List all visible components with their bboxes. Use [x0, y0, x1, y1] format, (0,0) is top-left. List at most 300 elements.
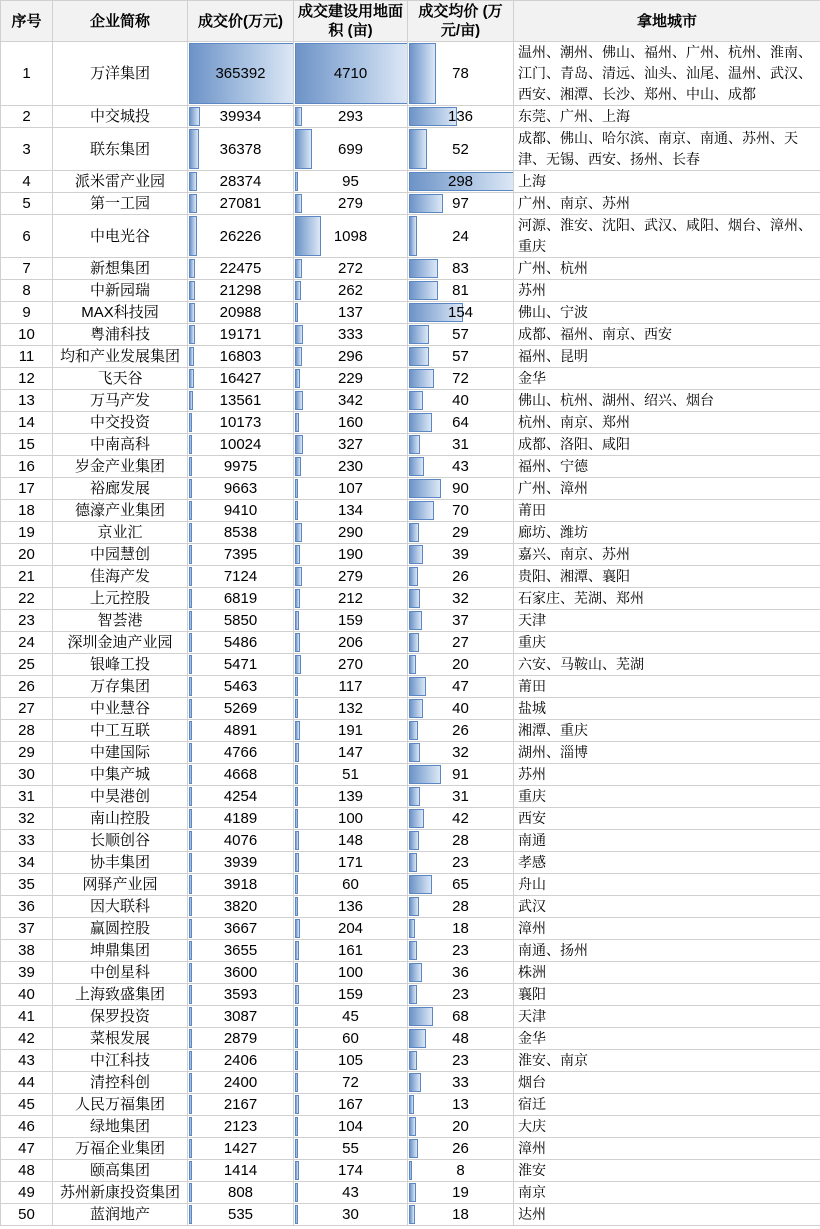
cities-cell[interactable] [514, 456, 820, 478]
avg-price-cell[interactable] [408, 1204, 514, 1226]
company-cell[interactable] [53, 896, 188, 918]
company-cell[interactable] [53, 258, 188, 280]
price-cell[interactable] [188, 171, 294, 193]
area-cell[interactable] [294, 368, 408, 390]
area-cell[interactable] [294, 171, 408, 193]
area-cell[interactable] [294, 918, 408, 940]
area-cell[interactable] [294, 1050, 408, 1072]
cities-cell[interactable] [514, 544, 820, 566]
company-cell[interactable] [53, 1072, 188, 1094]
price-cell[interactable] [188, 478, 294, 500]
avg-price-cell[interactable] [408, 962, 514, 984]
price-cell[interactable] [188, 984, 294, 1006]
rank-cell[interactable] [1, 852, 53, 874]
avg-price-cell[interactable] [408, 676, 514, 698]
avg-price-cell[interactable] [408, 1138, 514, 1160]
price-cell[interactable] [188, 654, 294, 676]
area-cell[interactable] [294, 1204, 408, 1226]
avg-price-cell[interactable] [408, 852, 514, 874]
price-cell[interactable] [188, 610, 294, 632]
price-cell[interactable] [188, 368, 294, 390]
cities-cell[interactable] [514, 830, 820, 852]
price-cell[interactable] [188, 1006, 294, 1028]
area-cell[interactable] [294, 874, 408, 896]
rank-cell[interactable] [1, 500, 53, 522]
company-cell[interactable] [53, 346, 188, 368]
cities-cell[interactable] [514, 1094, 820, 1116]
cities-cell[interactable] [514, 478, 820, 500]
area-cell[interactable] [294, 632, 408, 654]
company-cell[interactable] [53, 764, 188, 786]
rank-cell[interactable] [1, 918, 53, 940]
cities-cell[interactable] [514, 654, 820, 676]
price-cell[interactable] [188, 764, 294, 786]
avg-price-cell[interactable] [408, 698, 514, 720]
rank-cell[interactable] [1, 742, 53, 764]
cities-cell[interactable] [514, 1072, 820, 1094]
avg-price-cell[interactable] [408, 500, 514, 522]
area-cell[interactable] [294, 302, 408, 324]
rank-cell[interactable] [1, 874, 53, 896]
cities-cell[interactable] [514, 1204, 820, 1226]
price-cell[interactable] [188, 1050, 294, 1072]
rank-cell[interactable] [1, 676, 53, 698]
area-cell[interactable] [294, 1160, 408, 1182]
area-cell[interactable] [294, 830, 408, 852]
rank-cell[interactable] [1, 1028, 53, 1050]
cities-cell[interactable] [514, 280, 820, 302]
cities-cell[interactable] [514, 610, 820, 632]
cities-cell[interactable] [514, 962, 820, 984]
area-cell[interactable] [294, 456, 408, 478]
cities-cell[interactable] [514, 324, 820, 346]
rank-cell[interactable] [1, 1050, 53, 1072]
cities-cell[interactable] [514, 522, 820, 544]
price-cell[interactable] [188, 742, 294, 764]
company-cell[interactable] [53, 588, 188, 610]
cities-cell[interactable] [514, 215, 820, 258]
company-cell[interactable] [53, 302, 188, 324]
company-cell[interactable] [53, 368, 188, 390]
rank-cell[interactable] [1, 412, 53, 434]
company-cell[interactable] [53, 1028, 188, 1050]
area-cell[interactable] [294, 720, 408, 742]
rank-cell[interactable] [1, 324, 53, 346]
rank-cell[interactable] [1, 1160, 53, 1182]
price-cell[interactable] [188, 1072, 294, 1094]
company-cell[interactable] [53, 390, 188, 412]
area-cell[interactable] [294, 1138, 408, 1160]
price-cell[interactable] [188, 324, 294, 346]
avg-price-cell[interactable] [408, 42, 514, 106]
cities-cell[interactable] [514, 171, 820, 193]
rank-cell[interactable] [1, 632, 53, 654]
company-cell[interactable] [53, 324, 188, 346]
area-cell[interactable] [294, 106, 408, 128]
price-cell[interactable] [188, 346, 294, 368]
cities-cell[interactable] [514, 368, 820, 390]
area-cell[interactable] [294, 280, 408, 302]
rank-cell[interactable] [1, 896, 53, 918]
rank-cell[interactable] [1, 456, 53, 478]
avg-price-cell[interactable] [408, 522, 514, 544]
avg-price-cell[interactable] [408, 280, 514, 302]
rank-cell[interactable] [1, 478, 53, 500]
rank-cell[interactable] [1, 390, 53, 412]
cities-cell[interactable] [514, 1050, 820, 1072]
rank-cell[interactable] [1, 1072, 53, 1094]
rank-cell[interactable] [1, 1204, 53, 1226]
avg-price-cell[interactable] [408, 390, 514, 412]
price-cell[interactable] [188, 830, 294, 852]
price-cell[interactable] [188, 302, 294, 324]
cities-cell[interactable] [514, 676, 820, 698]
company-cell[interactable] [53, 500, 188, 522]
rank-cell[interactable] [1, 698, 53, 720]
company-cell[interactable] [53, 106, 188, 128]
price-cell[interactable] [188, 676, 294, 698]
area-cell[interactable] [294, 1116, 408, 1138]
area-cell[interactable] [294, 786, 408, 808]
price-cell[interactable] [188, 566, 294, 588]
price-cell[interactable] [188, 720, 294, 742]
cities-cell[interactable] [514, 632, 820, 654]
avg-price-cell[interactable] [408, 456, 514, 478]
avg-price-cell[interactable] [408, 324, 514, 346]
rank-cell[interactable] [1, 1006, 53, 1028]
company-cell[interactable] [53, 434, 188, 456]
rank-cell[interactable] [1, 984, 53, 1006]
company-cell[interactable] [53, 456, 188, 478]
cities-cell[interactable] [514, 500, 820, 522]
company-cell[interactable] [53, 940, 188, 962]
avg-price-cell[interactable] [408, 171, 514, 193]
avg-price-cell[interactable] [408, 1050, 514, 1072]
cities-cell[interactable] [514, 1116, 820, 1138]
price-cell[interactable] [188, 544, 294, 566]
company-cell[interactable] [53, 544, 188, 566]
area-cell[interactable] [294, 522, 408, 544]
company-cell[interactable] [53, 478, 188, 500]
area-cell[interactable] [294, 610, 408, 632]
avg-price-cell[interactable] [408, 412, 514, 434]
price-cell[interactable] [188, 698, 294, 720]
rank-cell[interactable] [1, 522, 53, 544]
rank-cell[interactable] [1, 1116, 53, 1138]
avg-price-cell[interactable] [408, 588, 514, 610]
price-cell[interactable] [188, 500, 294, 522]
company-cell[interactable] [53, 522, 188, 544]
cities-cell[interactable] [514, 346, 820, 368]
rank-cell[interactable] [1, 764, 53, 786]
rank-cell[interactable] [1, 940, 53, 962]
cities-cell[interactable] [514, 1182, 820, 1204]
price-cell[interactable] [188, 1138, 294, 1160]
avg-price-cell[interactable] [408, 478, 514, 500]
avg-price-cell[interactable] [408, 720, 514, 742]
rank-cell[interactable] [1, 1182, 53, 1204]
rank-cell[interactable] [1, 962, 53, 984]
cities-cell[interactable] [514, 896, 820, 918]
rank-cell[interactable] [1, 215, 53, 258]
company-cell[interactable] [53, 610, 188, 632]
area-cell[interactable] [294, 896, 408, 918]
rank-cell[interactable] [1, 720, 53, 742]
company-cell[interactable] [53, 654, 188, 676]
avg-price-cell[interactable] [408, 106, 514, 128]
avg-price-cell[interactable] [408, 215, 514, 258]
price-cell[interactable] [188, 215, 294, 258]
area-cell[interactable] [294, 852, 408, 874]
area-cell[interactable] [294, 500, 408, 522]
company-cell[interactable] [53, 918, 188, 940]
area-cell[interactable] [294, 128, 408, 171]
area-cell[interactable] [294, 588, 408, 610]
cities-cell[interactable] [514, 412, 820, 434]
area-cell[interactable] [294, 412, 408, 434]
area-cell[interactable] [294, 390, 408, 412]
price-cell[interactable] [188, 106, 294, 128]
rank-cell[interactable] [1, 368, 53, 390]
avg-price-cell[interactable] [408, 1182, 514, 1204]
company-cell[interactable] [53, 1182, 188, 1204]
price-cell[interactable] [188, 412, 294, 434]
company-cell[interactable] [53, 412, 188, 434]
avg-price-cell[interactable] [408, 896, 514, 918]
cities-cell[interactable] [514, 984, 820, 1006]
price-cell[interactable] [188, 522, 294, 544]
area-cell[interactable] [294, 544, 408, 566]
price-cell[interactable] [188, 1116, 294, 1138]
area-cell[interactable] [294, 1072, 408, 1094]
company-cell[interactable] [53, 171, 188, 193]
area-cell[interactable] [294, 258, 408, 280]
rank-cell[interactable] [1, 588, 53, 610]
avg-price-cell[interactable] [408, 918, 514, 940]
rank-cell[interactable] [1, 128, 53, 171]
rank-cell[interactable] [1, 544, 53, 566]
area-cell[interactable] [294, 193, 408, 215]
cities-cell[interactable] [514, 258, 820, 280]
avg-price-cell[interactable] [408, 632, 514, 654]
company-cell[interactable] [53, 566, 188, 588]
area-cell[interactable] [294, 1182, 408, 1204]
company-cell[interactable] [53, 1116, 188, 1138]
avg-price-cell[interactable] [408, 1028, 514, 1050]
company-cell[interactable] [53, 874, 188, 896]
price-cell[interactable] [188, 874, 294, 896]
area-cell[interactable] [294, 808, 408, 830]
rank-cell[interactable] [1, 786, 53, 808]
cities-cell[interactable] [514, 874, 820, 896]
price-cell[interactable] [188, 588, 294, 610]
price-cell[interactable] [188, 42, 294, 106]
company-cell[interactable] [53, 1050, 188, 1072]
price-cell[interactable] [188, 434, 294, 456]
company-cell[interactable] [53, 676, 188, 698]
rank-cell[interactable] [1, 830, 53, 852]
price-cell[interactable] [188, 940, 294, 962]
avg-price-cell[interactable] [408, 984, 514, 1006]
cities-cell[interactable] [514, 434, 820, 456]
cities-cell[interactable] [514, 106, 820, 128]
company-cell[interactable] [53, 1138, 188, 1160]
price-cell[interactable] [188, 1204, 294, 1226]
rank-cell[interactable] [1, 610, 53, 632]
rank-cell[interactable] [1, 42, 53, 106]
avg-price-cell[interactable] [408, 940, 514, 962]
rank-cell[interactable] [1, 808, 53, 830]
rank-cell[interactable] [1, 1094, 53, 1116]
price-cell[interactable] [188, 1182, 294, 1204]
avg-price-cell[interactable] [408, 544, 514, 566]
price-cell[interactable] [188, 896, 294, 918]
avg-price-cell[interactable] [408, 764, 514, 786]
cities-cell[interactable] [514, 302, 820, 324]
avg-price-cell[interactable] [408, 302, 514, 324]
price-cell[interactable] [188, 918, 294, 940]
price-cell[interactable] [188, 1160, 294, 1182]
rank-cell[interactable] [1, 193, 53, 215]
avg-price-cell[interactable] [408, 128, 514, 171]
area-cell[interactable] [294, 1094, 408, 1116]
avg-price-cell[interactable] [408, 742, 514, 764]
cities-cell[interactable] [514, 128, 820, 171]
area-cell[interactable] [294, 676, 408, 698]
avg-price-cell[interactable] [408, 258, 514, 280]
rank-cell[interactable] [1, 302, 53, 324]
cities-cell[interactable] [514, 1006, 820, 1028]
cities-cell[interactable] [514, 566, 820, 588]
company-cell[interactable] [53, 852, 188, 874]
price-cell[interactable] [188, 1094, 294, 1116]
area-cell[interactable] [294, 215, 408, 258]
price-cell[interactable] [188, 962, 294, 984]
price-cell[interactable] [188, 258, 294, 280]
company-cell[interactable] [53, 280, 188, 302]
area-cell[interactable] [294, 346, 408, 368]
cities-cell[interactable] [514, 764, 820, 786]
avg-price-cell[interactable] [408, 368, 514, 390]
company-cell[interactable] [53, 742, 188, 764]
company-cell[interactable] [53, 215, 188, 258]
area-cell[interactable] [294, 1006, 408, 1028]
cities-cell[interactable] [514, 698, 820, 720]
price-cell[interactable] [188, 852, 294, 874]
avg-price-cell[interactable] [408, 346, 514, 368]
company-cell[interactable] [53, 962, 188, 984]
price-cell[interactable] [188, 390, 294, 412]
price-cell[interactable] [188, 808, 294, 830]
cities-cell[interactable] [514, 720, 820, 742]
rank-cell[interactable] [1, 106, 53, 128]
area-cell[interactable] [294, 1028, 408, 1050]
avg-price-cell[interactable] [408, 874, 514, 896]
area-cell[interactable] [294, 940, 408, 962]
area-cell[interactable] [294, 478, 408, 500]
cities-cell[interactable] [514, 940, 820, 962]
company-cell[interactable] [53, 698, 188, 720]
avg-price-cell[interactable] [408, 808, 514, 830]
cities-cell[interactable] [514, 918, 820, 940]
avg-price-cell[interactable] [408, 193, 514, 215]
avg-price-cell[interactable] [408, 1006, 514, 1028]
rank-cell[interactable] [1, 434, 53, 456]
cities-cell[interactable] [514, 193, 820, 215]
avg-price-cell[interactable] [408, 654, 514, 676]
company-cell[interactable] [53, 1204, 188, 1226]
area-cell[interactable] [294, 654, 408, 676]
cities-cell[interactable] [514, 1160, 820, 1182]
cities-cell[interactable] [514, 588, 820, 610]
area-cell[interactable] [294, 42, 408, 106]
avg-price-cell[interactable] [408, 1160, 514, 1182]
avg-price-cell[interactable] [408, 434, 514, 456]
rank-cell[interactable] [1, 654, 53, 676]
cities-cell[interactable] [514, 742, 820, 764]
avg-price-cell[interactable] [408, 566, 514, 588]
cities-cell[interactable] [514, 1138, 820, 1160]
cities-cell[interactable] [514, 1028, 820, 1050]
area-cell[interactable] [294, 434, 408, 456]
rank-cell[interactable] [1, 280, 53, 302]
company-cell[interactable] [53, 1094, 188, 1116]
rank-cell[interactable] [1, 258, 53, 280]
price-cell[interactable] [188, 456, 294, 478]
price-cell[interactable] [188, 193, 294, 215]
area-cell[interactable] [294, 324, 408, 346]
avg-price-cell[interactable] [408, 1072, 514, 1094]
company-cell[interactable] [53, 984, 188, 1006]
area-cell[interactable] [294, 698, 408, 720]
rank-cell[interactable] [1, 566, 53, 588]
price-cell[interactable] [188, 280, 294, 302]
avg-price-cell[interactable] [408, 1094, 514, 1116]
area-cell[interactable] [294, 742, 408, 764]
company-cell[interactable] [53, 193, 188, 215]
company-cell[interactable] [53, 830, 188, 852]
company-cell[interactable] [53, 632, 188, 654]
cities-cell[interactable] [514, 786, 820, 808]
avg-price-cell[interactable] [408, 830, 514, 852]
price-cell[interactable] [188, 128, 294, 171]
price-cell[interactable] [188, 786, 294, 808]
company-cell[interactable] [53, 786, 188, 808]
rank-cell[interactable] [1, 1138, 53, 1160]
avg-price-cell[interactable] [408, 610, 514, 632]
cities-cell[interactable] [514, 852, 820, 874]
company-cell[interactable] [53, 808, 188, 830]
company-cell[interactable] [53, 1006, 188, 1028]
avg-price-cell[interactable] [408, 786, 514, 808]
price-cell[interactable] [188, 632, 294, 654]
price-cell[interactable] [188, 1028, 294, 1050]
cities-cell[interactable] [514, 808, 820, 830]
area-cell[interactable] [294, 764, 408, 786]
area-cell[interactable] [294, 566, 408, 588]
area-cell[interactable] [294, 984, 408, 1006]
rank-cell[interactable] [1, 171, 53, 193]
rank-cell[interactable] [1, 346, 53, 368]
company-cell[interactable] [53, 128, 188, 171]
company-cell[interactable] [53, 42, 188, 106]
company-cell[interactable] [53, 720, 188, 742]
cities-cell[interactable] [514, 390, 820, 412]
area-cell[interactable] [294, 962, 408, 984]
avg-price-cell[interactable] [408, 1116, 514, 1138]
cities-cell[interactable] [514, 42, 820, 106]
company-cell[interactable] [53, 1160, 188, 1182]
